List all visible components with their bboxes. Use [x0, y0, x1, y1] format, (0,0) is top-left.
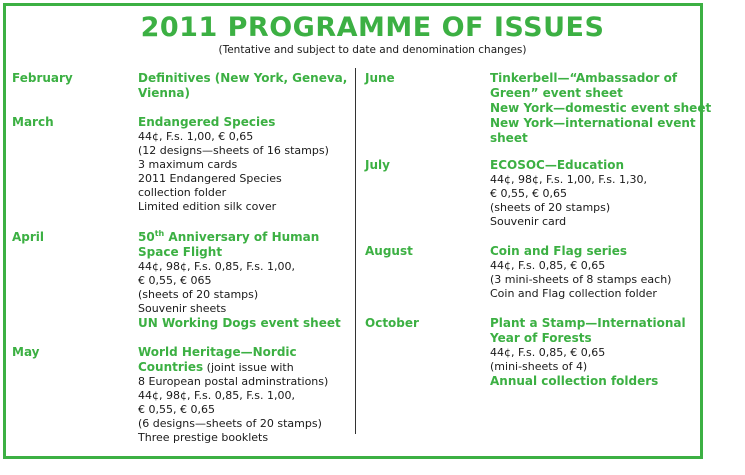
march-entry — [138, 115, 329, 214]
july-detail-3: (sheets of 20 stamps) — [490, 201, 611, 214]
column-divider — [355, 68, 356, 434]
march-detail-1: 44¢, F.s. 1,00, € 0,65 — [138, 130, 254, 143]
october-heading-2: Year of Forests — [490, 331, 592, 345]
june-heading-1: Tinkerbell—“Ambassador of — [490, 71, 678, 85]
may-detail-1: 8 European postal adminstrations) — [138, 375, 329, 388]
july-detail-1: 44¢, 98¢, F.s. 1,00, F.s. 1,30, — [490, 173, 648, 186]
may-heading-2-title: Countries — [138, 360, 204, 374]
june-heading-5: sheet — [490, 131, 528, 145]
october-detail-2: (mini-sheets of 4) — [490, 360, 588, 373]
march-detail-6: Limited edition silk cover — [138, 200, 277, 213]
month-february: February — [12, 71, 73, 85]
page-subtitle: (Tentative and subject to date and denomination changes) — [218, 44, 527, 56]
may-detail-3: € 0,55, € 0,65 — [138, 403, 215, 416]
august-entry — [490, 244, 671, 301]
may-entry — [138, 345, 328, 445]
august-detail-1: 44¢, F.s. 0,85, € 0,65 — [490, 259, 606, 272]
month-august: August — [365, 244, 413, 258]
may-detail-2: 44¢, 98¢, F.s. 0,85, F.s. 1,00, — [138, 389, 296, 402]
april-entry — [138, 230, 341, 331]
february-heading-2: Vienna) — [138, 86, 190, 100]
may-heading-2 — [138, 360, 328, 375]
july-detail-4: Souvenir card — [490, 215, 567, 228]
march-detail-5: collection folder — [138, 186, 227, 199]
month-october: October — [365, 316, 419, 330]
may-detail-4: (6 designs—sheets of 20 stamps) — [138, 417, 322, 430]
october-heading-1: Plant a Stamp—International — [490, 316, 686, 330]
may-heading-1: World Heritage—Nordic — [138, 345, 297, 359]
march-detail-4: 2011 Endangered Species — [138, 172, 282, 185]
june-heading-2: Green” event sheet — [490, 86, 623, 100]
july-entry — [490, 158, 647, 229]
april-detail-2: € 0,55, € 065 — [138, 274, 212, 287]
october-entry — [490, 316, 686, 389]
april-heading-number: 50 — [138, 230, 155, 244]
february-heading-1: Definitives (New York, Geneva, — [138, 71, 348, 85]
month-may: May — [12, 345, 40, 359]
month-june: June — [365, 71, 395, 85]
july-heading: ECOSOC—Education — [490, 158, 625, 172]
april-detail-1: 44¢, 98¢, F.s. 0,85, F.s. 1,00, — [138, 260, 296, 273]
april-heading-1 — [138, 230, 341, 245]
october-detail-1: 44¢, F.s. 0,85, € 0,65 — [490, 346, 606, 359]
april-heading-rest: Anniversary of Human — [164, 230, 320, 244]
month-april: April — [12, 230, 45, 244]
march-detail-3: 3 maximum cards — [138, 158, 238, 171]
august-detail-3: Coin and Flag collection folder — [490, 287, 657, 300]
april-heading-3: UN Working Dogs event sheet — [138, 316, 341, 330]
june-entry — [490, 71, 711, 146]
month-march: March — [12, 115, 54, 129]
july-detail-2: € 0,55, € 0,65 — [490, 187, 567, 200]
august-detail-2: (3 mini-sheets of 8 stamps each) — [490, 273, 672, 286]
april-heading-suffix: th — [154, 229, 165, 238]
march-heading: Endangered Species — [138, 115, 276, 129]
month-july: July — [365, 158, 390, 172]
march-detail-2: (12 designs—sheets of 16 stamps) — [138, 144, 329, 157]
page-title: 2011 PROGRAMME OF ISSUES — [140, 12, 605, 43]
june-heading-4: New York—international event — [490, 116, 696, 130]
april-detail-4: Souvenir sheets — [138, 302, 227, 315]
april-detail-3: (sheets of 20 stamps) — [138, 288, 259, 301]
april-heading-2: Space Flight — [138, 245, 223, 259]
may-heading-2-note: (joint issue with — [203, 361, 294, 374]
february-entry — [138, 71, 347, 101]
august-heading: Coin and Flag series — [490, 244, 628, 258]
october-heading-3: Annual collection folders — [490, 374, 659, 388]
june-heading-3: New York—domestic event sheet — [490, 101, 712, 115]
may-detail-5: Three prestige booklets — [138, 431, 269, 444]
